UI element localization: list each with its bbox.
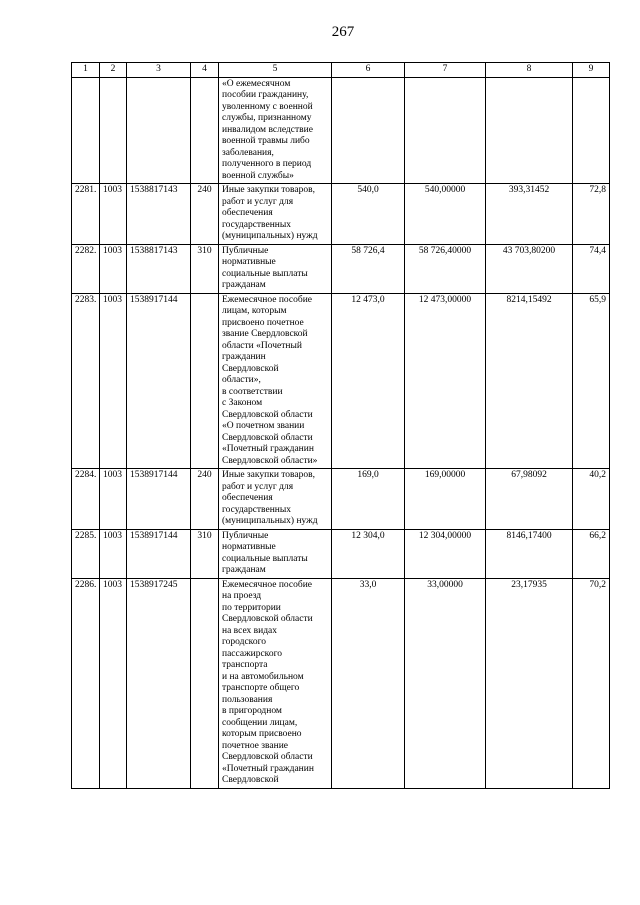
row-number: 2284.	[72, 469, 100, 530]
expense-type: 240	[191, 184, 219, 245]
column-header: 1	[72, 63, 100, 78]
plan-amount: 169,0	[332, 469, 405, 530]
table-row	[72, 184, 610, 245]
item-name: Ежемесячное пособие лицам, которым присвоено почетное звание Свердловской области «Почетный гражданин Свердловской области», в соответствии с Законом Свердловской области «О почетном звании Свердловской области «Почетный гражданин Свердловской области»	[219, 293, 332, 469]
row-number: 2285.	[72, 529, 100, 578]
executed-amount: 393,31452	[486, 184, 573, 245]
execution-percent: 66,2	[573, 529, 610, 578]
row-number	[72, 77, 100, 184]
executed-amount: 43 703,80200	[486, 244, 573, 293]
section-code	[100, 77, 127, 184]
revised-amount	[405, 77, 486, 184]
item-name: Иные закупки товаров, работ и услуг для обеспечения государственных (муниципальных) нужд	[219, 469, 332, 530]
expense-type	[191, 578, 219, 788]
target-article: 1538817143	[127, 184, 191, 245]
target-article: 1538917144	[127, 529, 191, 578]
column-header: 9	[573, 63, 610, 78]
header-row	[72, 63, 610, 78]
executed-amount: 8146,17400	[486, 529, 573, 578]
plan-amount: 540,0	[332, 184, 405, 245]
row-number: 2286.	[72, 578, 100, 788]
expense-type	[191, 77, 219, 184]
revised-amount: 33,00000	[405, 578, 486, 788]
column-header: 3	[127, 63, 191, 78]
section-code: 1003	[100, 469, 127, 530]
execution-percent: 40,2	[573, 469, 610, 530]
plan-amount: 58 726,4	[332, 244, 405, 293]
table-row	[72, 293, 610, 469]
item-name: Публичные нормативные социальные выплаты гражданам	[219, 529, 332, 578]
row-number: 2281.	[72, 184, 100, 245]
budget-table	[71, 62, 610, 789]
revised-amount: 540,00000	[405, 184, 486, 245]
executed-amount: 23,17935	[486, 578, 573, 788]
expense-type: 310	[191, 244, 219, 293]
column-header: 2	[100, 63, 127, 78]
section-code: 1003	[100, 244, 127, 293]
section-code: 1003	[100, 293, 127, 469]
section-code: 1003	[100, 184, 127, 245]
table-row	[72, 578, 610, 788]
executed-amount: 67,98092	[486, 469, 573, 530]
row-number: 2283.	[72, 293, 100, 469]
revised-amount: 12 473,00000	[405, 293, 486, 469]
target-article	[127, 77, 191, 184]
table-row	[72, 529, 610, 578]
expense-type: 310	[191, 529, 219, 578]
row-number: 2282.	[72, 244, 100, 293]
execution-percent: 74,4	[573, 244, 610, 293]
target-article: 1538917144	[127, 469, 191, 530]
item-name: Иные закупки товаров, работ и услуг для обеспечения государственных (муниципальных) нужд	[219, 184, 332, 245]
section-code: 1003	[100, 529, 127, 578]
executed-amount: 8214,15492	[486, 293, 573, 469]
item-name: Ежемесячное пособие на проезд по территории Свердловской области на всех видах городского пассажирского транспорта и на автомобильном транспорте общего пользования в пригородном сообщении лицам, которым присвоено почетное звание Свердловской области «Почетный гражданин Свердловской	[219, 578, 332, 788]
column-header: 6	[332, 63, 405, 78]
item-name: Публичные нормативные социальные выплаты гражданам	[219, 244, 332, 293]
table-row	[72, 244, 610, 293]
expense-type	[191, 293, 219, 469]
column-header: 8	[486, 63, 573, 78]
plan-amount: 12 473,0	[332, 293, 405, 469]
item-name: «О ежемесячном пособии гражданину, уволенному с военной службы, признанному инвалидом вследствие военной травмы либо заболевания, полученного в период военной службы»	[219, 77, 332, 184]
revised-amount: 169,00000	[405, 469, 486, 530]
plan-amount	[332, 77, 405, 184]
expense-type: 240	[191, 469, 219, 530]
column-header: 7	[405, 63, 486, 78]
table-row	[72, 469, 610, 530]
target-article: 1538917245	[127, 578, 191, 788]
section-code: 1003	[100, 578, 127, 788]
execution-percent: 65,9	[573, 293, 610, 469]
target-article: 1538917144	[127, 293, 191, 469]
target-article: 1538817143	[127, 244, 191, 293]
revised-amount: 58 726,40000	[405, 244, 486, 293]
column-header: 5	[219, 63, 332, 78]
execution-percent	[573, 77, 610, 184]
page-number: 267	[331, 24, 355, 40]
executed-amount	[486, 77, 573, 184]
plan-amount: 12 304,0	[332, 529, 405, 578]
revised-amount: 12 304,00000	[405, 529, 486, 578]
execution-percent: 70,2	[573, 578, 610, 788]
column-header: 4	[191, 63, 219, 78]
execution-percent: 72,8	[573, 184, 610, 245]
plan-amount: 33,0	[332, 578, 405, 788]
table-row	[72, 77, 610, 184]
